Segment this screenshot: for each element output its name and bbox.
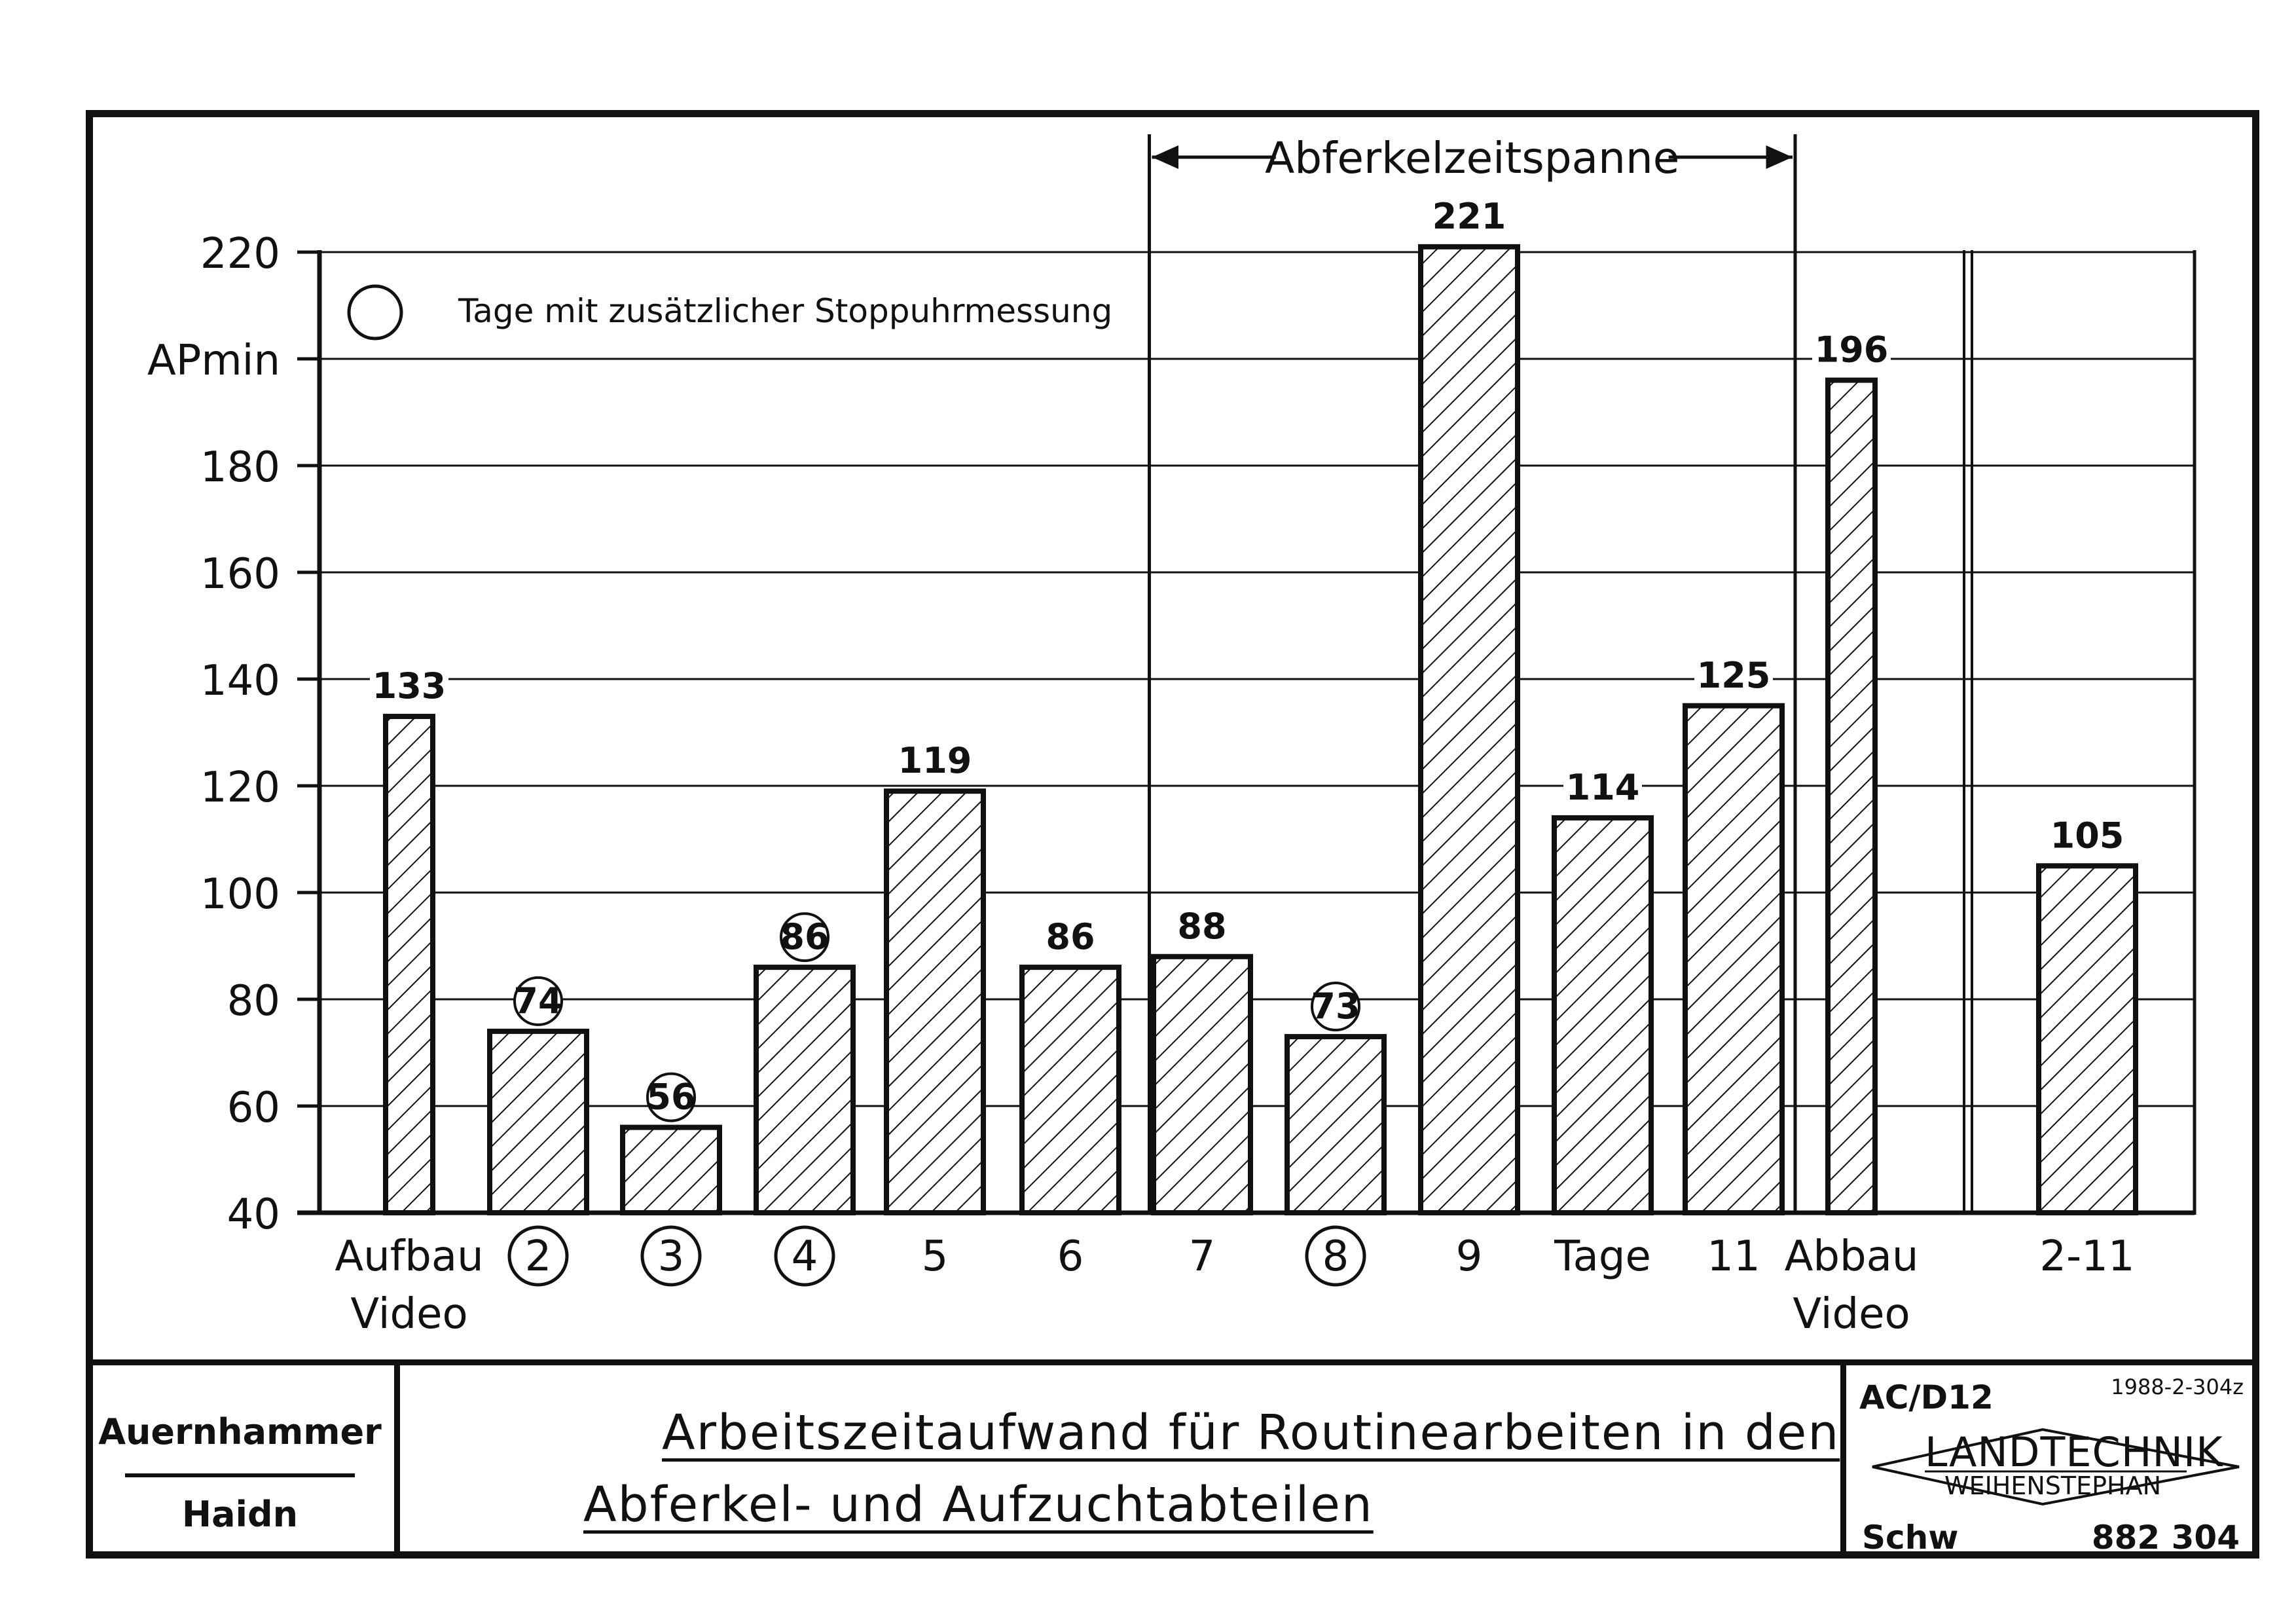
bar-2 bbox=[490, 1031, 587, 1213]
value-label: 105 bbox=[2050, 815, 2124, 857]
bar-abbau bbox=[1828, 380, 1875, 1213]
value-label: 73 bbox=[1311, 986, 1360, 1027]
category-label: 5 bbox=[921, 1232, 949, 1281]
y-tick-label: 180 bbox=[200, 443, 280, 492]
drawing-number: 882 304 bbox=[2091, 1519, 2240, 1557]
legend-circle-icon bbox=[349, 286, 401, 339]
value-label: 119 bbox=[898, 740, 972, 782]
title-block bbox=[86, 1359, 2259, 1559]
category-label: 2 bbox=[524, 1232, 552, 1281]
y-tick-label: 60 bbox=[227, 1084, 280, 1132]
y-tick-label: 220 bbox=[200, 230, 280, 278]
category-labels bbox=[335, 1227, 2134, 1338]
annotation-label: Abferkelzeitspanne bbox=[1265, 133, 1680, 183]
value-label: 133 bbox=[372, 665, 446, 707]
brand-subtitle: WEIHENSTEPHAN bbox=[1944, 1471, 2162, 1500]
chart-title-line-2: Abferkel- und Aufzuchtabteilen bbox=[583, 1477, 1374, 1533]
chart-title-line-1: Arbeitszeitaufwand für Routinearbeiten in den bbox=[662, 1405, 1840, 1461]
y-tick-label: 80 bbox=[227, 977, 280, 1025]
value-label: 86 bbox=[780, 916, 829, 958]
institution-cell bbox=[1840, 1365, 2259, 1559]
gridlines bbox=[319, 252, 2195, 1106]
bar-aufbau bbox=[386, 716, 433, 1213]
y-tick-label: 100 bbox=[200, 870, 280, 919]
drawing-code: AC/D12 bbox=[1859, 1378, 1994, 1416]
bar-3 bbox=[623, 1128, 720, 1213]
author-divider bbox=[125, 1473, 355, 1477]
bar-11 bbox=[1685, 706, 1782, 1213]
bar-9 bbox=[1421, 247, 1518, 1213]
reference-number: 1988-2-304z bbox=[2111, 1375, 2244, 1399]
category-label: 2-11 bbox=[2039, 1232, 2135, 1281]
bar-7 bbox=[1154, 957, 1250, 1213]
category-label: Abbau bbox=[1784, 1232, 1919, 1281]
value-label: 56 bbox=[646, 1076, 696, 1118]
brand-name: LANDTECHNIK bbox=[1925, 1428, 2223, 1476]
value-label: 221 bbox=[1432, 195, 1506, 237]
y-tick-label: 120 bbox=[200, 764, 280, 812]
value-label: 86 bbox=[1046, 916, 1095, 958]
y-tick-label: 160 bbox=[200, 550, 280, 599]
bar-2-11 bbox=[2039, 866, 2136, 1213]
bars bbox=[386, 247, 2136, 1213]
value-label: 74 bbox=[513, 980, 563, 1022]
bar-4 bbox=[756, 967, 853, 1213]
bar-5 bbox=[886, 791, 983, 1213]
category-label-line2: Video bbox=[1793, 1290, 1910, 1338]
category-label: 4 bbox=[791, 1232, 818, 1281]
category-label: 3 bbox=[657, 1232, 685, 1281]
category-label-line2: Video bbox=[350, 1290, 468, 1338]
authors-cell bbox=[86, 1365, 400, 1559]
bar-8 bbox=[1287, 1037, 1384, 1213]
value-label: 114 bbox=[1565, 766, 1640, 808]
legend-text: Tage mit zusätzlicher Stoppuhrmessung bbox=[458, 292, 1113, 330]
category-label: Aufbau bbox=[335, 1232, 484, 1281]
category-label: 8 bbox=[1322, 1232, 1349, 1281]
category-label: 7 bbox=[1188, 1232, 1216, 1281]
category-label: 11 bbox=[1707, 1232, 1760, 1281]
category-label: 6 bbox=[1057, 1232, 1084, 1281]
y-tick-label: 40 bbox=[227, 1190, 280, 1239]
bar-tage bbox=[1554, 818, 1651, 1213]
author-primary: Auernhammer bbox=[98, 1411, 382, 1452]
value-label: 125 bbox=[1696, 654, 1771, 696]
drafter-initials: Schw bbox=[1862, 1519, 1959, 1557]
y-tick-label: 140 bbox=[200, 657, 280, 705]
category-label: 9 bbox=[1455, 1232, 1483, 1281]
value-label: 196 bbox=[1814, 329, 1889, 371]
y-tick-label: APmin bbox=[147, 337, 280, 385]
category-label: Tage bbox=[1554, 1232, 1651, 1281]
legend bbox=[349, 286, 1112, 339]
value-label: 88 bbox=[1177, 905, 1227, 947]
author-secondary: Haidn bbox=[181, 1494, 299, 1535]
bar-6 bbox=[1022, 967, 1119, 1213]
